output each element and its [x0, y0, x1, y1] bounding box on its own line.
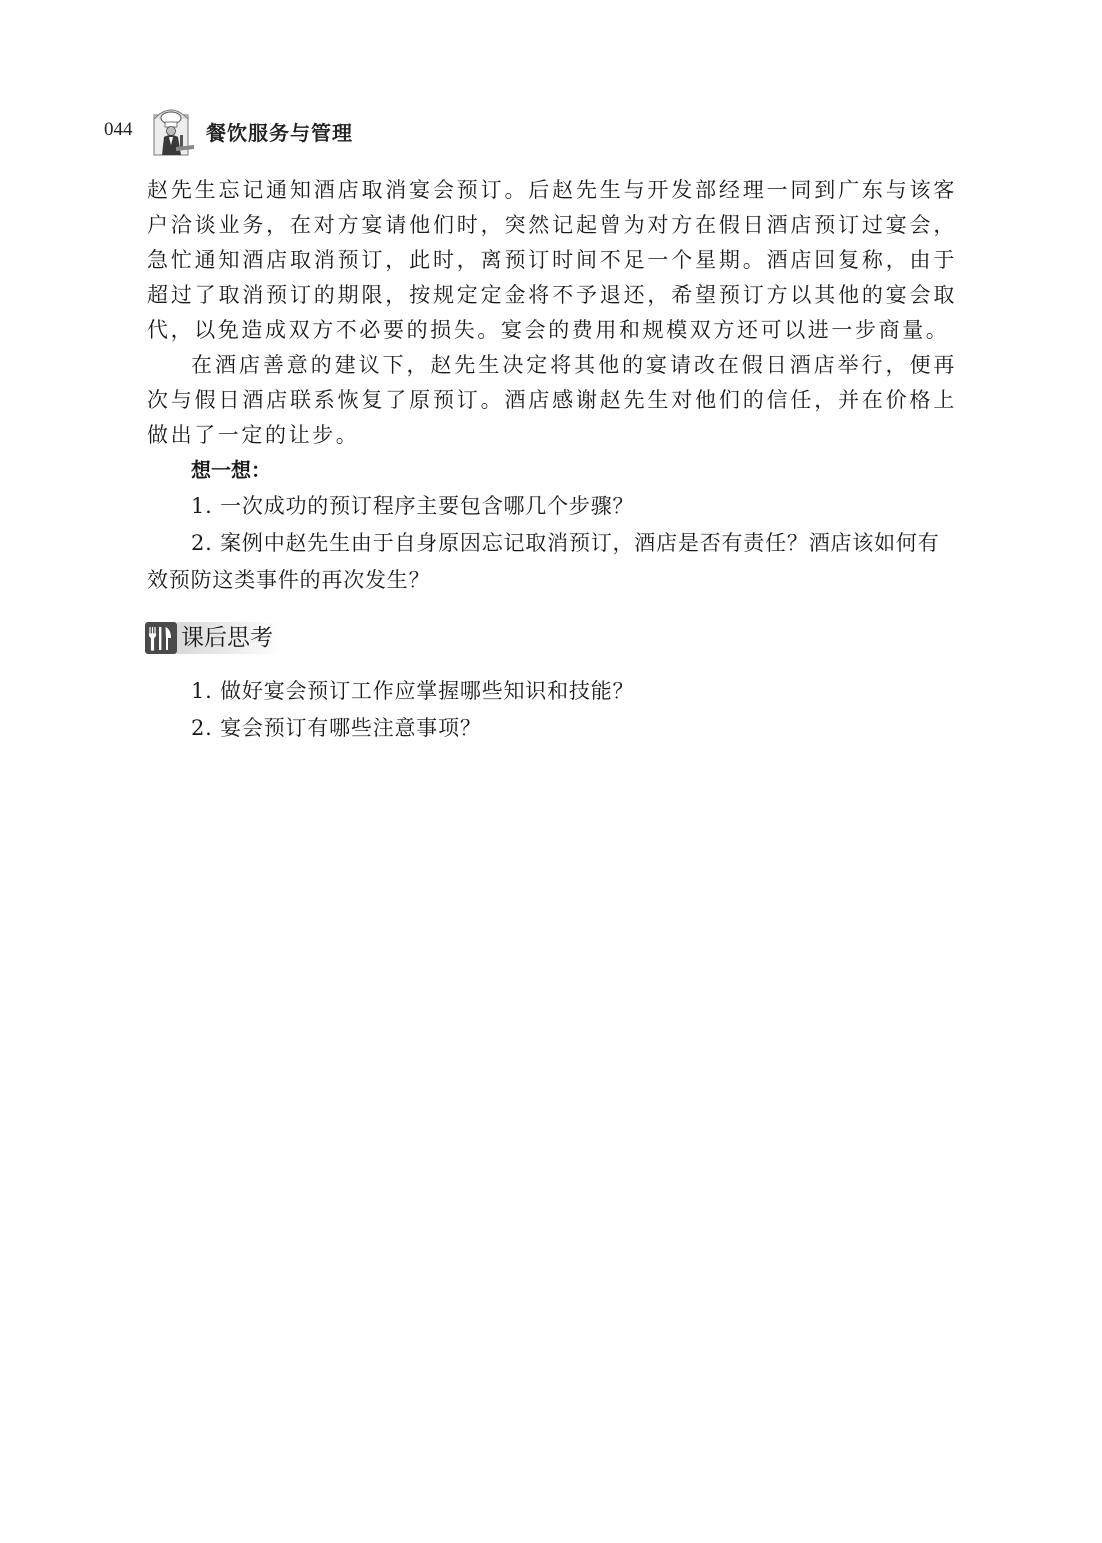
- case-paragraph: 在酒店善意的建议下，赵先生决定将其他的宴请改在假日酒店举行，便再次与假日酒店联系恢复了原预订。酒店感谢赵先生对他们的信任，并在价格上做出了一定的让步。: [147, 353, 957, 447]
- post-question: 1. 做好宴会预订工作应掌握哪些知识和技能？: [191, 679, 635, 703]
- book-title: 餐饮服务与管理: [206, 121, 353, 145]
- post-class-questions: [147, 673, 957, 747]
- post-question: 2. 宴会预订有哪些注意事项？: [191, 716, 482, 740]
- think-question: 1. 一次成功的预订程序主要包含哪几个步骤？: [191, 494, 635, 518]
- page-header: [104, 105, 1004, 157]
- section-title: 课后思考: [177, 622, 281, 654]
- utensils-icon: [145, 622, 177, 654]
- section-heading: [145, 622, 445, 654]
- think-heading: 想一想：: [191, 458, 271, 482]
- think-question: 2. 案例中赵先生由于自身原因忘记取消预订，酒店是否有责任？酒店该如何有效预防这类事件的再次发生？: [147, 531, 940, 592]
- case-paragraph: 赵先生忘记通知酒店取消宴会预订。后赵先生与开发部经理一同到广东与该客户洽谈业务，在对方宴请他们时，突然记起曾为对方在假日酒店预订过宴会，急忙通知酒店取消预订，此时，离预订时间不足一个星期。酒店回复称，由于超过了取消预订的期限，按规定定金将不予退还，希望预订方以其他的宴会取代，以免造成双方不必要的损失。宴会的费用和规模双方还可以进一步商量。: [147, 178, 957, 342]
- chef-icon: [150, 105, 196, 157]
- case-study: [147, 173, 957, 599]
- page-number: 044: [104, 119, 133, 140]
